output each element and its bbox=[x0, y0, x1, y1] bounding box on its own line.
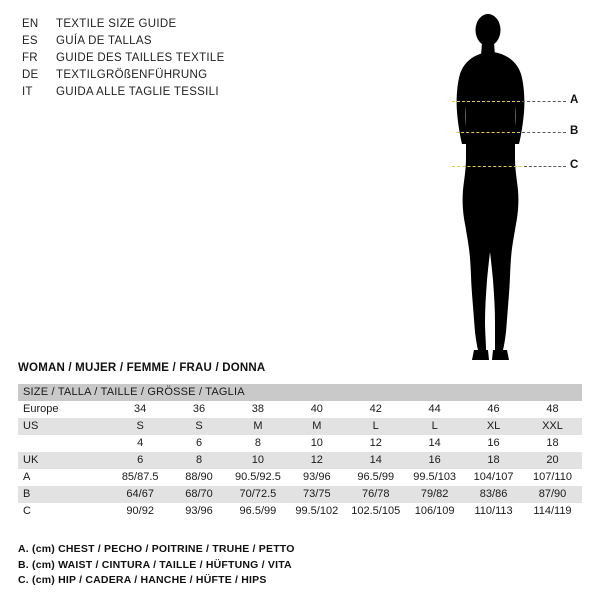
footnotes-block bbox=[18, 542, 578, 589]
cell-europe-1: 34 bbox=[111, 401, 170, 418]
footnote-c: C. (cm) HIP / CADERA / HANCHE / HÜFTE / HIPS bbox=[18, 574, 267, 586]
cell-uk-7: 18 bbox=[464, 452, 523, 469]
cell-europe-4: 40 bbox=[287, 401, 346, 418]
cell-c-8: 114/119 bbox=[523, 503, 582, 520]
cell-b-5: 76/78 bbox=[346, 486, 405, 503]
language-text-en: TEXTILE SIZE GUIDE bbox=[56, 18, 177, 30]
cell-c-6: 106/109 bbox=[405, 503, 464, 520]
cell-a-7: 104/107 bbox=[464, 469, 523, 486]
footnote-a: A. (cm) CHEST / PECHO / POITRINE / TRUHE / PETTO bbox=[18, 543, 295, 555]
cell-uk-5: 14 bbox=[346, 452, 405, 469]
row-label-b: B bbox=[18, 486, 111, 503]
table-row-us-numeric bbox=[18, 435, 582, 452]
cell-us-4: M bbox=[287, 418, 346, 435]
language-text-es: GUÍA DE TALLAS bbox=[56, 35, 152, 47]
cell-a-2: 88/90 bbox=[170, 469, 229, 486]
measure-line-c-dash bbox=[452, 166, 522, 167]
cell-usnum-7: 16 bbox=[464, 435, 523, 452]
cell-c-1: 90/92 bbox=[111, 503, 170, 520]
cell-usnum-8: 18 bbox=[523, 435, 582, 452]
cell-b-1: 64/67 bbox=[111, 486, 170, 503]
row-label-us: US bbox=[18, 418, 111, 435]
cell-uk-1: 6 bbox=[111, 452, 170, 469]
cell-c-5: 102.5/105 bbox=[346, 503, 405, 520]
language-row-de bbox=[22, 67, 352, 84]
table-row-europe bbox=[18, 401, 582, 418]
cell-uk-6: 16 bbox=[405, 452, 464, 469]
cell-b-8: 87/90 bbox=[523, 486, 582, 503]
table-row-uk bbox=[18, 452, 582, 469]
cell-a-6: 99.5/103 bbox=[405, 469, 464, 486]
language-code-it: IT bbox=[22, 86, 33, 98]
figure-illustration bbox=[400, 8, 590, 368]
measure-label-b: B bbox=[570, 125, 579, 137]
cell-uk-3: 10 bbox=[228, 452, 287, 469]
cell-uk-2: 8 bbox=[170, 452, 229, 469]
measure-line-a-dash bbox=[452, 101, 520, 102]
measure-pointer-c bbox=[524, 166, 566, 167]
cell-europe-2: 36 bbox=[170, 401, 229, 418]
cell-europe-3: 38 bbox=[228, 401, 287, 418]
measure-pointer-b bbox=[522, 132, 566, 133]
table-header-label: SIZE / TALLA / TAILLE / GRÖSSE / TAGLIA bbox=[23, 386, 245, 398]
cell-b-3: 70/72.5 bbox=[228, 486, 287, 503]
cell-us-5: L bbox=[346, 418, 405, 435]
cell-europe-6: 44 bbox=[405, 401, 464, 418]
cell-europe-8: 48 bbox=[523, 401, 582, 418]
measure-label-c: C bbox=[570, 159, 579, 171]
table-row-a bbox=[18, 469, 582, 486]
language-row-it bbox=[22, 84, 352, 101]
cell-c-4: 99.5/102 bbox=[287, 503, 346, 520]
language-text-fr: GUIDE DES TAILLES TEXTILE bbox=[56, 52, 225, 64]
cell-usnum-6: 14 bbox=[405, 435, 464, 452]
cell-a-3: 90.5/92.5 bbox=[228, 469, 287, 486]
table-row-us bbox=[18, 418, 582, 435]
measure-line-b-dash bbox=[456, 132, 520, 133]
measure-label-a: A bbox=[570, 94, 579, 106]
language-row-es bbox=[22, 33, 352, 50]
cell-europe-7: 46 bbox=[464, 401, 523, 418]
cell-a-4: 93/96 bbox=[287, 469, 346, 486]
row-label-a: A bbox=[18, 469, 111, 486]
language-code-fr: FR bbox=[22, 52, 38, 64]
cell-us-7: XL bbox=[464, 418, 523, 435]
language-header-block bbox=[22, 16, 352, 101]
female-silhouette-icon bbox=[400, 8, 590, 368]
cell-c-2: 93/96 bbox=[170, 503, 229, 520]
language-code-es: ES bbox=[22, 35, 38, 47]
cell-usnum-1: 4 bbox=[111, 435, 170, 452]
cell-usnum-4: 10 bbox=[287, 435, 346, 452]
table-row-b bbox=[18, 486, 582, 503]
table-row-c bbox=[18, 503, 582, 520]
language-code-en: EN bbox=[22, 18, 39, 30]
cell-c-3: 96.5/99 bbox=[228, 503, 287, 520]
cell-b-6: 79/82 bbox=[405, 486, 464, 503]
row-label-us-numeric bbox=[18, 435, 111, 452]
language-code-de: DE bbox=[22, 69, 39, 81]
cell-us-1: S bbox=[111, 418, 170, 435]
cell-usnum-5: 12 bbox=[346, 435, 405, 452]
row-label-c: C bbox=[18, 503, 111, 520]
cell-b-4: 73/75 bbox=[287, 486, 346, 503]
measure-pointer-a bbox=[522, 101, 566, 102]
cell-uk-8: 20 bbox=[523, 452, 582, 469]
language-text-it: GUIDA ALLE TAGLIE TESSILI bbox=[56, 86, 219, 98]
cell-usnum-2: 6 bbox=[170, 435, 229, 452]
cell-a-1: 85/87.5 bbox=[111, 469, 170, 486]
row-label-uk: UK bbox=[18, 452, 111, 469]
cell-us-8: XXL bbox=[523, 418, 582, 435]
cell-us-2: S bbox=[170, 418, 229, 435]
row-label-europe: Europe bbox=[18, 401, 111, 418]
size-table bbox=[18, 384, 582, 520]
cell-a-5: 96.5/99 bbox=[346, 469, 405, 486]
table-header-row bbox=[18, 384, 582, 401]
cell-c-7: 110/113 bbox=[464, 503, 523, 520]
cell-uk-4: 12 bbox=[287, 452, 346, 469]
language-row-fr bbox=[22, 50, 352, 67]
section-caption-woman: WOMAN / MUJER / FEMME / FRAU / DONNA bbox=[18, 362, 266, 374]
cell-us-6: L bbox=[405, 418, 464, 435]
cell-b-7: 83/86 bbox=[464, 486, 523, 503]
footnote-b: B. (cm) WAIST / CINTURA / TAILLE / HÜFTUNG / VITA bbox=[18, 558, 292, 571]
language-row-en bbox=[22, 16, 352, 33]
language-text-de: TEXTILGRÖßENFÜHRUNG bbox=[56, 69, 208, 81]
cell-b-2: 68/70 bbox=[170, 486, 229, 503]
cell-us-3: M bbox=[228, 418, 287, 435]
cell-usnum-3: 8 bbox=[228, 435, 287, 452]
cell-europe-5: 42 bbox=[346, 401, 405, 418]
cell-a-8: 107/110 bbox=[523, 469, 582, 486]
